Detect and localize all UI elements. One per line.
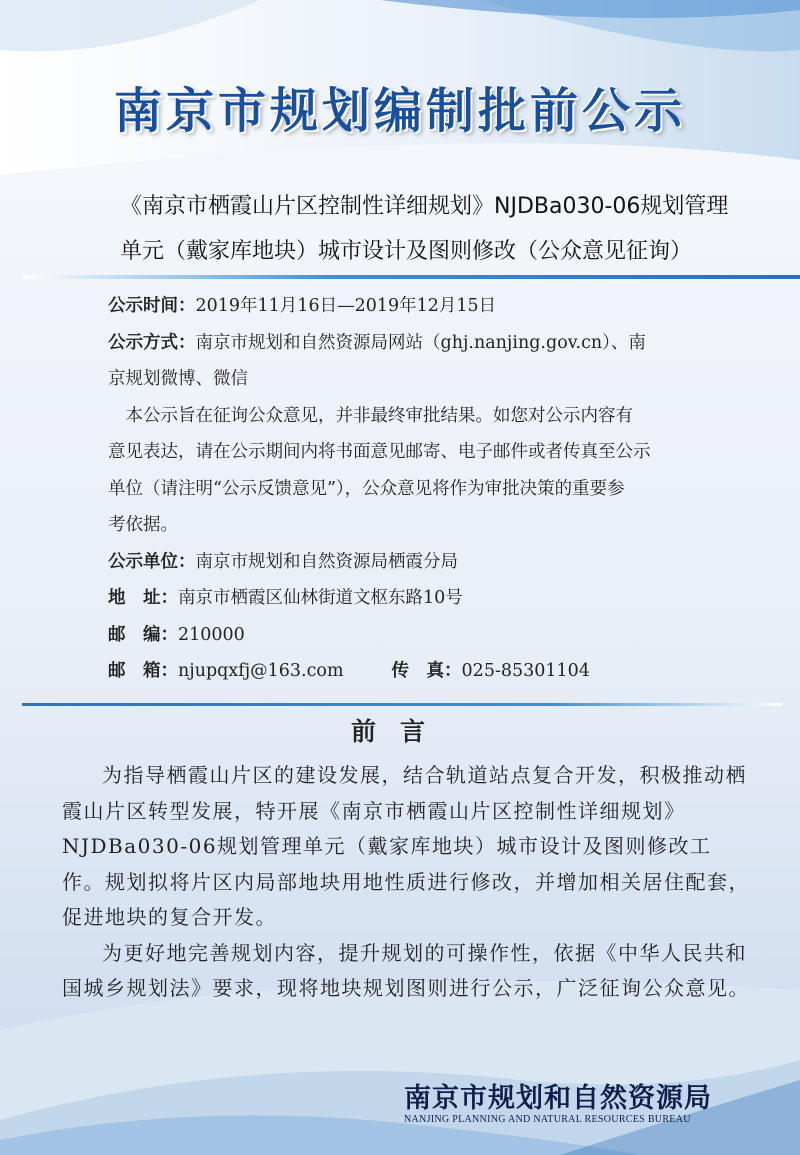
address-row [108, 580, 763, 617]
address-label: 地 址： [108, 588, 178, 608]
time-row [108, 288, 763, 325]
issuing-organization-english: NANJING PLANNING AND NATURAL RESOURCES BUREAU [404, 1114, 691, 1125]
notice-line-1: 本公示旨在征询公众意见，并非最终审批结果。如您对公示内容有 [125, 405, 633, 426]
preface-heading: 前言 [350, 717, 449, 746]
fax-value: 025-85301104 [461, 661, 590, 681]
fax-label: 传 真： [391, 661, 462, 681]
method-row [108, 325, 763, 362]
email-value: njupqxfj@163.com [178, 661, 344, 681]
postcode-label: 邮 编： [108, 624, 178, 645]
subtitle-line-2: 单元（戴家库地块）城市设计及图则修改（公众意见征询） [120, 239, 693, 264]
notice-line-3: 单位（请注明“公示反馈意见”），公众意见将作为审批决策的重要参 [108, 478, 625, 499]
notice-line-2: 意见表达，请在公示期间内将书面意见邮寄、电子邮件或者传真至公示 [108, 442, 651, 462]
method-label: 公示方式： [108, 332, 196, 353]
unit-label: 公示单位： [108, 551, 196, 572]
top-divider [22, 275, 800, 279]
contact-row [108, 653, 763, 690]
time-label: 公示时间： [108, 296, 196, 316]
preface-body [62, 758, 752, 1007]
notice-line-4: 考依据。 [108, 515, 178, 535]
notice-subtitle [120, 184, 790, 274]
unit-value: 南京市规划和自然资源局栖霞分局 [195, 551, 458, 572]
subtitle-line-1: 《南京市栖霞山片区控制性详细规划》NJDBa030-06规划管理 [120, 194, 729, 219]
postcode-row [108, 617, 763, 654]
issuing-organization: 南京市规划和自然资源局 [404, 1083, 712, 1114]
preface-paragraph-2: 为更好地完善规划内容，提升规划的可操作性，依据《中华人民共和国城乡规划法》要求，现将地块规划图则进行公示，广泛征询公众意见。 [62, 940, 750, 1000]
notice-info [108, 288, 763, 690]
address-value: 南京市栖霞区仙林街道文枢东路10号 [178, 588, 463, 608]
postcode-value: 210000 [178, 624, 245, 645]
unit-row [108, 544, 763, 581]
method-value-line-2: 京规划微博、微信 [108, 369, 248, 389]
preface-paragraph-1: 为指导栖霞山片区的建设发展，结合轨道站点复合开发，积极推动栖霞山片区转型发展，特开展《南京市栖霞山片区控制性详细规划》NJDBa030-06规划管理单元（戴家库地块）城市设计及图则修改工作。规划拟将片区内局部地块用地性质进行修改，并增加相关居住配套，促进地块的复合开发。 [62, 763, 750, 929]
method-value-line-1: 南京市规划和自然资源局网站（ghj.nanjing.gov.cn）、南 [195, 332, 646, 353]
middle-divider [22, 703, 782, 706]
page-title: 南京市规划编制批前公示 [113, 83, 686, 139]
email-label: 邮 箱： [108, 661, 178, 681]
time-value: 2019年11月16日—2019年12月15日 [195, 296, 497, 316]
